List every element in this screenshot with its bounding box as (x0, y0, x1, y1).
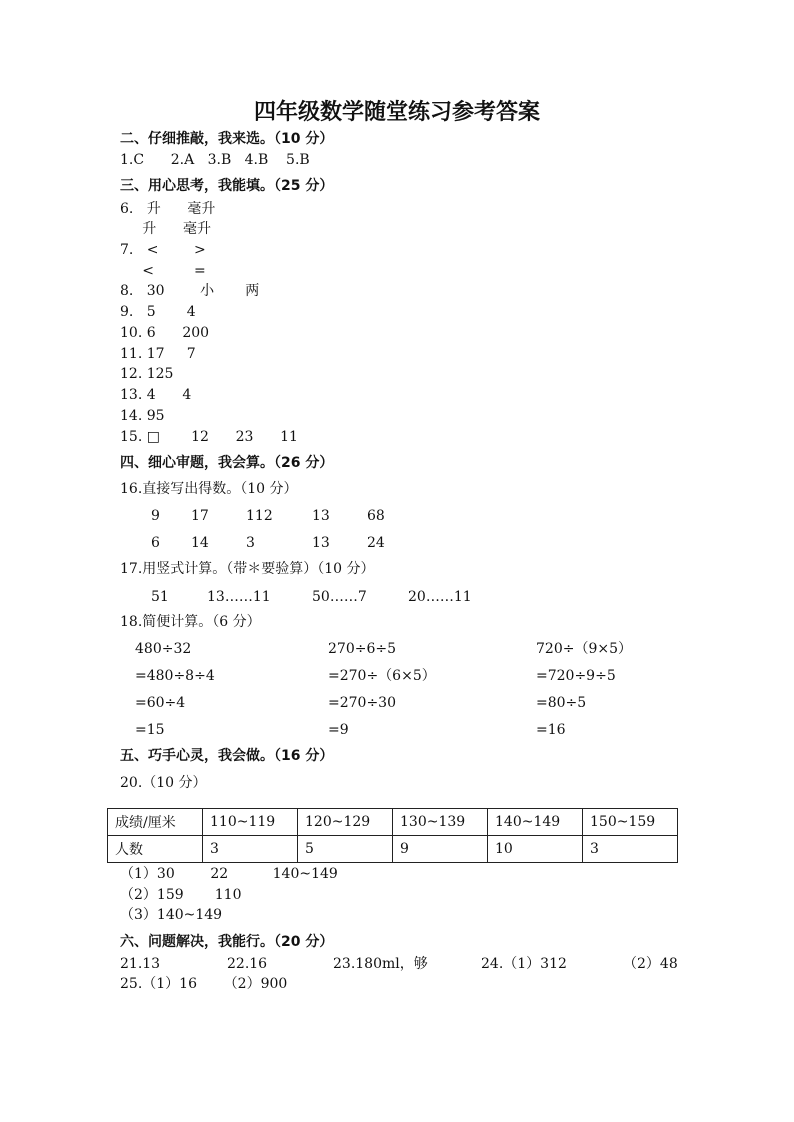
q18-step: 720÷（9×5） (536, 641, 632, 657)
table-cell: 140~149 (488, 809, 583, 836)
q18-step: =720÷9÷5 (536, 668, 616, 684)
q18-step: =9 (328, 722, 349, 738)
section6-answer: 23.180ml，够 (333, 956, 428, 972)
q20-answer: （3）140~149 (120, 907, 223, 923)
q16-answer: 14 (191, 535, 209, 551)
table-cell: 120~129 (298, 809, 393, 836)
q20-label: 20.（10 分） (120, 775, 207, 791)
table-cell: 10 (488, 836, 583, 863)
table-cell: 150~159 (583, 809, 678, 836)
height-table (107, 808, 678, 863)
section6-answer: 21.13 (120, 956, 161, 972)
table-cell: 3 (203, 836, 298, 863)
section3-line: 13. 4 4 (120, 387, 192, 403)
page-title: 四年级数学随堂练习参考答案 (253, 99, 540, 125)
section6-answer: 22.16 (227, 956, 268, 972)
section3-line: 8. 30 小 两 (120, 283, 260, 299)
q18-label: 18.简便计算。（6 分） (120, 614, 261, 630)
q16-label: 16.直接写出得数。（10 分） (120, 481, 298, 497)
table-cell: 5 (298, 836, 393, 863)
q16-answer: 13 (312, 508, 330, 524)
table-cell: 成绩/厘米 (108, 809, 203, 836)
q18-step: =270÷30 (328, 695, 396, 711)
q17-answer: 13……11 (207, 589, 271, 605)
q18-step: =60÷4 (135, 695, 186, 711)
q18-step: =15 (135, 722, 165, 738)
table-cell: 130~139 (393, 809, 488, 836)
section5-heading: 五、巧手心灵，我会做。（16 分） (120, 748, 334, 764)
section3-line: 15. □ 12 23 11 (120, 429, 298, 445)
section3-heading: 三、用心思考，我能填。（25 分） (120, 178, 334, 194)
q18-step: =480÷8÷4 (135, 668, 215, 684)
table-cell: 110~119 (203, 809, 298, 836)
table-cell: 9 (393, 836, 488, 863)
section4-heading: 四、细心审题，我会算。（26 分） (120, 455, 334, 471)
q18-step: =270÷（6×5） (328, 668, 436, 684)
table-cell: 人数 (108, 836, 203, 863)
q16-answer: 3 (246, 535, 255, 551)
section3-line: 9. 5 4 (120, 304, 196, 320)
table-row (108, 836, 678, 863)
q18-step: 270÷6÷5 (328, 641, 396, 657)
q18-step: =80÷5 (536, 695, 587, 711)
q20-answer: （1）30 22 140~149 (120, 866, 338, 882)
section3-line: 7. < > (120, 242, 206, 258)
section3-line: < = (120, 263, 206, 279)
q18-step: =16 (536, 722, 566, 738)
section2-answers: 1.C 2.A 3.B 4.B 5.B (120, 152, 310, 168)
section3-line: 6. 升 毫升 (120, 201, 216, 217)
section3-line: 10. 6 200 (120, 325, 210, 341)
q18-step: 480÷32 (135, 641, 192, 657)
q17-answer: 51 (151, 589, 169, 605)
table-row (108, 809, 678, 836)
section3-line: 11. 17 7 (120, 346, 196, 362)
section3-line: 12. 125 (120, 366, 174, 382)
table-cell: 3 (583, 836, 678, 863)
q16-answer: 6 (151, 535, 160, 551)
q16-answer: 68 (367, 508, 385, 524)
q17-answer: 20……11 (408, 589, 472, 605)
q17-label: 17.用竖式计算。（带＊要验算）（10 分） (120, 561, 375, 577)
section6-heading: 六、问题解决，我能行。（20 分） (120, 934, 334, 950)
section6-answer: 25.（1）16 （2）900 (120, 976, 288, 992)
q16-answer: 17 (191, 508, 209, 524)
q20-answer: （2）159 110 (120, 887, 242, 903)
q16-answer: 112 (246, 508, 273, 524)
section2-heading: 二、仔细推敲，我来选。（10 分） (120, 131, 334, 147)
q16-answer: 13 (312, 535, 330, 551)
section3-line: 14. 95 (120, 408, 165, 424)
q16-answer: 9 (151, 508, 160, 524)
section6-answer: （2）48 (623, 956, 678, 972)
section6-answer: 24.（1）312 (481, 956, 567, 972)
q16-answer: 24 (367, 535, 385, 551)
q17-answer: 50……7 (312, 589, 367, 605)
section3-line: 升 毫升 (120, 221, 211, 237)
